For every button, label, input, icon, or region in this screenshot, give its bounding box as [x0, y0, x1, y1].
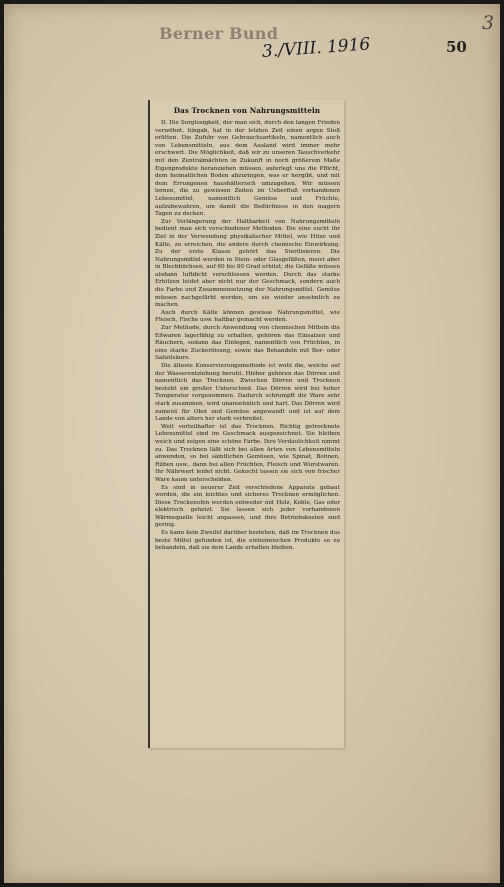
article-body [150, 120, 344, 553]
article-paragraph: Zur Methode, durch Anwendung von chemischen Mitteln die Eßwaren lagerfähig zu erhalten, gehören das Einsalzen und Räuchern, sodann das Einlegen, namentlich von Früchten, in eine starke Zuckerlösung, sowie das Behandeln mit Bor- oder Salizilsäure. [155, 325, 340, 362]
newspaper-stamp: Berner Bund [159, 24, 279, 43]
article-paragraph: D. Die Sorglosigkeit, der man sich, durch den langen Frieden verwöhnt, hingab, hat in der letzten Zeit einen argen Stoß erlitten. Die Zufuhr von Gebrauchsartikeln, namentlich auch von Lebensmitteln, aus dem Ausland wird immer mehr erschwert. Die Möglichkeit, daß wir zu unseren Tauschverkehr mit den Zentralmächten in Zukunft in noch größerem Maße Eigenprodukte heranziehen müssen, auferlegt uns die Pflicht, dem heimatlichen Boden abzuringen, was er hergibt, und mit dem Errungenen haushälterisch umzugehen. Wir müssen lernen, die zu gewissen Zeiten im Ueberfluß vorhandenen Lebensmittel, namentlich Gemüse und Früchte, aufzubewahren, um damit die Bedürfnisse in den magern Tagen zu decken. [155, 120, 340, 218]
article-title: Das Trocknen von Nahrungsmitteln [173, 106, 321, 115]
article-paragraph: Zur Verlängerung der Haltbarkeit von Nahrungsmitteln bedient man sich verschiedener Methoden. Die eine sucht ihr Ziel in der Verwendung physikalischer Mittel, wie Hitze und Kälte, zu erreichen, die andere durch chemische Einwirkung. Zu der erste Klasse gehört das Sterilisieren. Die Nahrungsmittel werden in Stein- oder Glasgefäßen, meist aber in Blechbüchsen, auf 60 bis 80 Grad erhitzt; die Gefäße müssen alsdann luftdicht verschlossen werden. Durch das starke Erhitzen leidet aber nicht nur der Geschmack, sondern auch die Farbe und Zusammensetzung der Nahrungsmittel. Gemüse müssen nachgefärbt werden, um sie wieder ansehnlich zu machen. [155, 218, 340, 309]
article-paragraph: Weit vorteilhafter ist das Trocknen. Richtig getrocknete Lebensmittel sind im Geschmack ausgezeichnet. Sie bleiben weich und zeigen eine schöne Farbe. Ihre Verdaulichkeit nimmt zu. Das Trocknen läßt sich bei allen Arten von Lebensmitteln anwenden, so bei sämtlichen Gemüsen, wie Spinat, Bohnen, Rüben usw., dann bei allen Früchten, Fleisch und Wurstwaren. Ihr Nährwert leidet nicht. Gekocht lassen sie sich von frischer Ware kaum unterscheiden. [155, 423, 340, 483]
article-paragraph: Die älteste Konservierungsmethode ist wohl die, welche auf der Wasserentziehung beruht. Hieher gehören das Dörren und namentlich das Trocknen. Zwischen Dörren und Trocknen besteht ein großer Unterschied. Das Dörren wird bei hoher Temperatur vorgenommen. Dadurch schrumpft die Ware sehr stark zusammen, wird unansehnlich und hart. Das Dörren wird zumeist für Obst und Gemüse angewandt und ist auf dem Lande von alters her stark verbreitet. [155, 363, 340, 423]
article-paragraph: Es sind in neuerer Zeit verschiedene Apparate gebaut worden, die ein leichtes und sicheres Trocknen ermöglichen. Diese Trockenofen werden entweder mit Holz, Kohle, Gas oder elektrisch geheizt. Sie lassen sich jeder vorhandenen Wärmequelle leicht anpassen, und ihre Betriebskosten sind gering. [155, 484, 340, 529]
archive-page [4, 4, 500, 883]
archive-corner-number: 3 [482, 12, 495, 34]
article-paragraph: Es kann kein Zweifel darüber bestehen, daß im Trocknen das beste Mittel gefunden ist, die einheimischen Produkte so zu behandeln, daß sie dem Lande erhalten bleiben. [155, 530, 340, 552]
newspaper-clipping [148, 100, 344, 748]
handwritten-date: 3./VIII. 1916 [261, 34, 371, 62]
page-number: 50 [446, 38, 467, 56]
article-paragraph: Auch durch Kälte können gewisse Nahrungsmittel, wie Fleisch, Fische usw. haltbar gemacht werden. [155, 309, 340, 324]
